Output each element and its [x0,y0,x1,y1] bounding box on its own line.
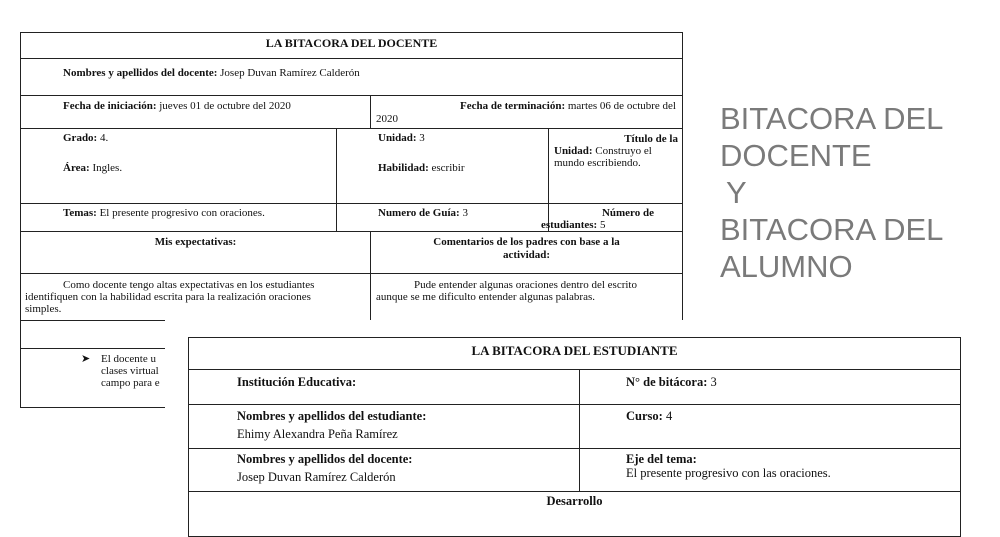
side-title-line-4: BITACORA DEL [720,212,944,247]
student-teacher-value: Josep Duvan Ramírez Calderón [237,470,396,484]
area-label: Área: [63,162,90,174]
start-date-row [63,100,363,112]
institution-label: Institución Educativa: [237,375,357,389]
topics-row [63,207,333,219]
expectations-label: Mis expectativas: [154,236,237,248]
grade-label: Grado: [63,132,98,144]
expectations-line-1: Como docente tengo altas expectativas en los estudiantes [63,279,315,291]
students-label: Número de [601,207,654,219]
end-date-row [376,100,676,112]
side-title-line-3: Y [726,175,747,210]
unit-value: 3 [419,132,425,144]
comments-label-2: actividad: [502,249,551,261]
unit-title-value-2: mundo escribiendo. [554,157,641,169]
log-number-value: 3 [710,375,717,389]
log-number-row [626,375,956,389]
comments-label: Comentarios de los padres con base a la [433,236,620,248]
unit-title-label-2: Unidad: [554,145,593,157]
student-name-value: Ehimy Alexandra Peña Ramírez [237,427,398,441]
grade-value: 4. [99,132,109,144]
guide-label: Numero de Guía: [378,207,460,219]
start-date-label: Fecha de iniciación: [63,100,157,112]
guide-row [378,207,543,219]
guide-value: 3 [462,207,468,219]
unit-row [378,132,538,144]
unit-title-row [554,145,678,157]
student-log-table [188,337,961,537]
student-log-document [165,320,965,510]
students-value: 5 [599,219,606,231]
axis-value: El presente progresivo con las oraciones. [626,466,831,480]
course-row [626,409,956,423]
student-log-title: LA BITACORA DEL ESTUDIANTE [471,344,678,358]
comments-line-1: Pude entender algunas oraciones dentro del escrito [414,279,637,291]
skill-value: escribir [431,162,465,174]
end-date-label: Fecha de terminación: [460,100,566,112]
start-date-value: jueves 01 de octubre del 2020 [159,100,291,112]
area-value: Ingles. [92,162,123,174]
bullet-arrow-icon: ➤ [81,353,91,365]
side-title-line-2: DOCENTE [720,138,872,173]
side-title [720,100,990,285]
grade-row [63,132,323,144]
side-title-line-1: BITACORA DEL [720,101,944,136]
course-label: Curso: [626,409,663,423]
end-date-year: 2020 [376,113,398,125]
development-label: Desarrollo [546,494,603,508]
end-date-value: martes 06 de octubre del [567,100,676,112]
skill-row [378,162,538,174]
student-teacher-label: Nombres y apellidos del docente: [237,452,413,466]
topics-value: El presente progresivo con oraciones. [99,207,265,219]
unit-title-label: Título de la [624,133,678,145]
expectations-line-2: identifiquen con la habilidad escrita para la realización oraciones [25,291,311,303]
teacher-log-title: LA BITACORA DEL DOCENTE [265,37,438,49]
students-label-2: estudiantes: [541,219,598,231]
bullet-line-1: El docente u [101,353,156,365]
students-row [541,219,661,231]
course-value: 4 [665,409,673,423]
teacher-name-label: Nombres y apellidos del docente: [63,67,218,79]
bullet-line-3: campo para e [101,377,160,389]
topics-label: Temas: [63,207,97,219]
axis-label: Eje del tema: [626,452,697,466]
log-number-label: N° de bitácora: [626,375,708,389]
student-name-label: Nombres y apellidos del estudiante: [237,409,427,423]
teacher-name-row [63,67,663,79]
skill-label: Habilidad: [378,162,429,174]
unit-label: Unidad: [378,132,417,144]
expectations-line-3: simples. [25,303,62,315]
comments-line-2: aunque se me dificulto entender algunas palabras. [376,291,596,303]
unit-title-value: Construyo el [595,145,652,157]
side-title-line-5: ALUMNO [720,249,853,284]
teacher-name-value: Josep Duvan Ramírez Calderón [220,67,360,79]
bullet-line-2: clases virtual [101,365,159,377]
area-row [63,162,323,174]
